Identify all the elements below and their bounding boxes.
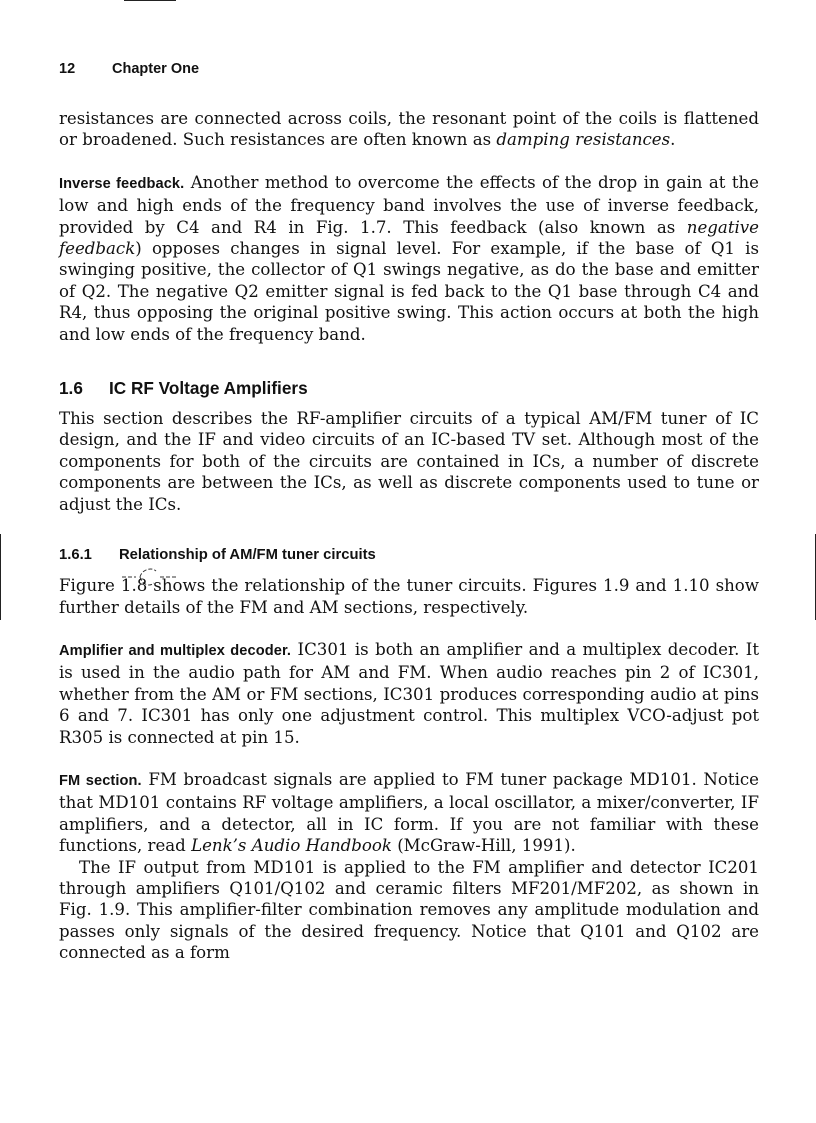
top-rule bbox=[124, 0, 176, 1]
runin-heading: Amplifier and multiplex decoder. bbox=[59, 642, 292, 659]
paragraph-text: Another method to overcome the effects of the drop in gain at the low and high ends of the frequency band involves the use of inverse feedback, provided by C4 and R4 in Fig. 1.7. This feedback (also known as bbox=[59, 172, 759, 237]
page-number: 12 bbox=[59, 61, 76, 77]
emphasis-term: damping resistances bbox=[496, 130, 671, 150]
paragraph-text: IC301 is both an amplifier and a multiplex decoder. It is used in the audio path for AM and FM. When audio reaches pin 2 of IC301, whether from the AM or FM sections, IC301 produces corresponding audio at pins 6 and 7. IC301 has only one adjustment control. This multiplex VCO-adjust pot R305 is connected at pin 15. bbox=[59, 639, 759, 747]
paragraph-section-intro: This section describes the RF-amplifier circuits of a typical AM/FM tuner of IC design, and the IF and video circuits of an IC-based TV set. Although most of the components for both of the circuits are contained in ICs, a number of discrete components are between the ICs, as well as discrete components used to tune or adjust the ICs. bbox=[59, 409, 759, 514]
section-heading bbox=[59, 377, 759, 399]
paragraph-multiplex bbox=[59, 639, 759, 748]
book-title: Lenk’s Audio Handbook bbox=[191, 836, 392, 856]
runin-heading: FM section. bbox=[59, 772, 142, 789]
paragraph-text: FM broadcast signals are applied to FM tuner package MD101. Notice that MD101 contains RF voltage amplifiers, a local oscillator, a mixer/converter, IF amplifiers, and a detector, all in IC form. If you are not familiar with these functions, read bbox=[59, 769, 759, 856]
paragraph-text: (McGraw-Hill, 1991). bbox=[391, 836, 576, 856]
paragraph-tuner-figures: Figure 1.8 shows the relationship of the tuner circuits. Figures 1.9 and 1.10 show further details of the FM and AM sections, respectively. bbox=[59, 576, 759, 617]
chapter-title: Chapter One bbox=[112, 61, 200, 77]
subsection-number: 1.6.1 bbox=[59, 547, 92, 564]
running-head bbox=[59, 61, 199, 77]
subsection-heading bbox=[59, 545, 759, 565]
paragraph-inverse-feedback bbox=[59, 172, 759, 345]
paragraph-text: . bbox=[670, 130, 676, 150]
section-number: 1.6 bbox=[59, 378, 83, 399]
subsection-title: Relationship of AM/FM tuner circuits bbox=[119, 547, 376, 564]
paragraph-if-output: The IF output from MD101 is applied to the FM amplifier and detector IC201 through amplifiers Q101/Q102 and ceramic filters MF201/MF202, as shown in Fig. 1.9. This amplifier-filter combination removes any amplitude modulation and passes only signals of the desired frequency. Notice that Q101 and Q102 are connected as a form bbox=[59, 857, 759, 963]
emphasis-term: negative feedback bbox=[59, 217, 759, 259]
section-title: IC RF Voltage Amplifiers bbox=[109, 378, 308, 399]
paragraph-fm-section bbox=[59, 769, 759, 857]
left-margin-mark bbox=[0, 534, 1, 620]
runin-heading: Inverse feedback. bbox=[59, 175, 185, 192]
paragraph-text: resistances are connected across coils, the resonant point of the coils is flattened or broadened. Such resistances are often known as bbox=[59, 109, 759, 150]
paragraph-damping bbox=[59, 108, 759, 151]
paragraph-text: ) opposes changes in signal level. For example, if the base of Q1 is swinging positive, the collector of Q1 swings negative, as do the base and emitter of Q2. The negative Q2 emitter signal is fed back to the Q1 base through C4 and R4, thus opposing the original positive swing. This action occurs at both the high and low ends of the frequency band. bbox=[59, 239, 759, 344]
body-text bbox=[59, 108, 759, 964]
